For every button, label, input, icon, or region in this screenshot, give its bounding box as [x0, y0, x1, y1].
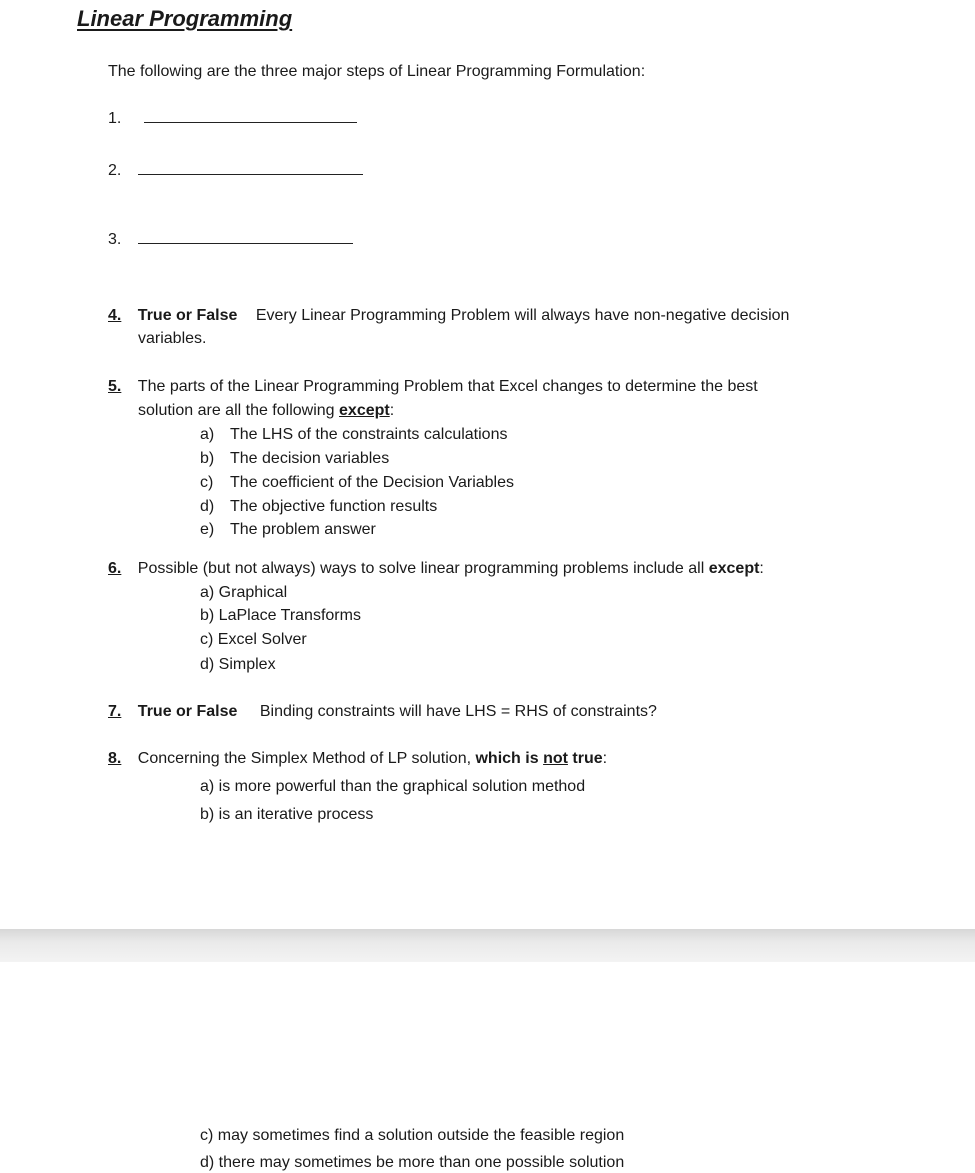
option-text: The objective function results [230, 498, 438, 515]
step-3 [108, 230, 353, 249]
q6-option-a: a) Graphical [200, 584, 288, 601]
question-8 [108, 749, 607, 768]
emphasis-except: except [339, 402, 390, 419]
question-number: 6. [108, 560, 122, 577]
option-letter: e) [200, 521, 215, 538]
true-false-tag: True or False [137, 703, 238, 720]
text-segment: solution are all the following [138, 402, 340, 419]
question-7 [108, 702, 657, 721]
question-text: The parts of the Linear Programming Problem that Excel changes to determine the best [137, 378, 758, 395]
text-segment: Concerning the Simplex Method of LP solution, [137, 750, 476, 767]
text-segment: : [389, 402, 395, 419]
q5-option-c [200, 473, 514, 492]
text-segment: : [602, 750, 608, 767]
option-text: The decision variables [230, 450, 390, 467]
step-2 [108, 161, 363, 180]
text-segment: Possible (but not always) ways to solve linear programming problems include all [137, 560, 709, 577]
question-5-continued [138, 401, 394, 420]
question-number: 5. [108, 378, 122, 395]
answer-blank [144, 121, 357, 123]
question-text [138, 560, 764, 577]
question-5 [108, 377, 758, 396]
q6-option-b: b) LaPlace Transforms [200, 607, 361, 624]
answer-blank [138, 173, 363, 175]
q5-option-e [200, 520, 376, 539]
true-false-tag: True or False [137, 307, 238, 324]
question-6 [108, 559, 764, 578]
option-letter: c) [200, 474, 214, 491]
question-number: 7. [108, 703, 122, 720]
question-number: 4. [108, 307, 122, 324]
option-text: The LHS of the constraints calculations [230, 426, 508, 443]
q8-option-a: a) is more powerful than the graphical solution method [200, 778, 586, 795]
question-text [138, 750, 607, 767]
page-break-divider [0, 929, 975, 962]
option-letter: a) [200, 426, 215, 443]
option-text: The coefficient of the Decision Variables [230, 474, 515, 491]
page-title: Linear Programming [77, 6, 293, 31]
question-text: Every Linear Programming Problem will always have non-negative decision [255, 307, 790, 324]
q6-option-c: c) Excel Solver [200, 631, 307, 648]
q8-option-b: b) is an iterative process [200, 806, 374, 823]
question-4 [108, 306, 789, 325]
step-number: 3. [108, 231, 122, 248]
q8-option-d: d) there may sometimes be more than one possible solution [200, 1154, 625, 1171]
emphasis-text: true [567, 750, 603, 767]
q6-option-d: d) Simplex [200, 656, 276, 673]
emphasis-text: which is [475, 750, 544, 767]
q5-option-b [200, 449, 389, 468]
step-number: 1. [108, 110, 122, 127]
q5-option-a [200, 425, 507, 444]
emphasis-not: not [543, 750, 568, 767]
option-letter: b) [200, 450, 215, 467]
text-segment: : [759, 560, 764, 577]
q5-option-d [200, 497, 437, 516]
question-text: Binding constraints will have LHS = RHS of constraints? [259, 703, 657, 720]
option-text: The problem answer [230, 521, 376, 538]
question-4-continued: variables. [138, 330, 207, 347]
question-number: 8. [108, 750, 122, 767]
q8-option-c: c) may sometimes find a solution outside the feasible region [200, 1127, 625, 1144]
step-1 [108, 109, 357, 128]
option-letter: d) [200, 498, 215, 515]
answer-blank [138, 242, 353, 244]
emphasis-except: except [708, 560, 760, 577]
step-number: 2. [108, 162, 122, 179]
intro-text: The following are the three major steps of Linear Programming Formulation: [108, 63, 646, 80]
